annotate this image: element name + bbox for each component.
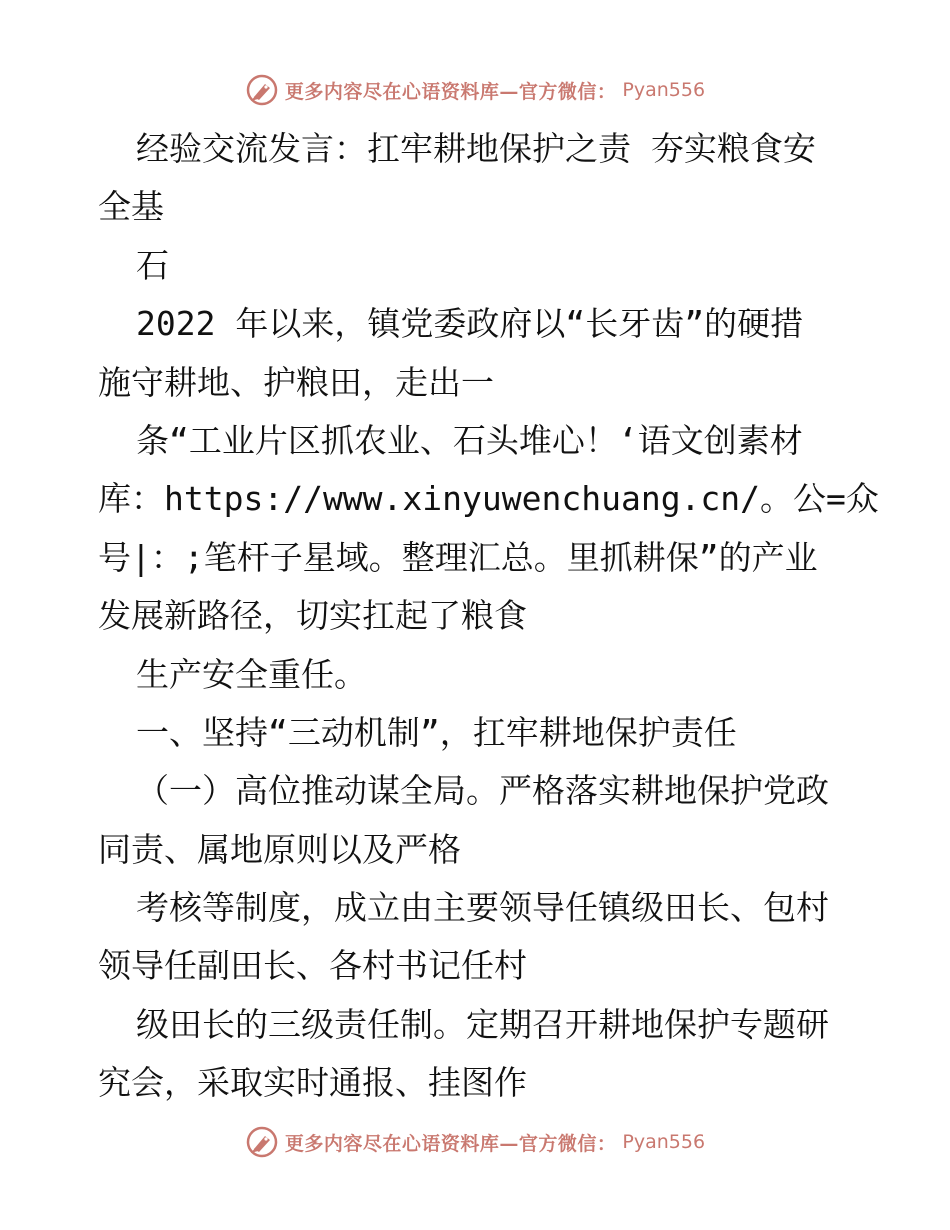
text-line: 库：https://www.xinyuwenchuang.cn/。公=众 xyxy=(98,479,879,519)
document-body xyxy=(98,120,879,1113)
text-line: 条“工业片区抓农业、石头堆心！‘语文创素材 xyxy=(136,420,803,460)
text-line: 级田长的三级责任制。定期召开耕地保护专题研 xyxy=(136,1004,829,1044)
text-line: 发展新路径，切实扛起了粮食 xyxy=(98,596,527,636)
watermark-banner-bottom xyxy=(0,1122,950,1162)
text-line: 同责、属地原则以及严格 xyxy=(98,829,461,869)
text-line: （一）高位推动谋全局。严格落实耕地保护党政 xyxy=(136,771,829,811)
text-line: 施守耕地、护粮田，走出一 xyxy=(98,362,494,402)
watermark-contact: Pyan556 xyxy=(622,79,706,101)
pen-nib-logo-icon xyxy=(245,1125,279,1159)
watermark-contact: Pyan556 xyxy=(622,1131,706,1153)
text-line: 全基 xyxy=(98,187,164,227)
watermark-text: 更多内容尽在心语资料库—官方微信： xyxy=(284,80,617,103)
text-line: 领导任副田长、各村书记任村 xyxy=(98,946,527,986)
text-line: 考核等制度，成立由主要领导任镇级田长、包村 xyxy=(136,888,829,928)
text-line: 经验交流发言：扛牢耕地保护之责 夯实粮食安 xyxy=(136,129,816,168)
watermark-text: 更多内容尽在心语资料库—官方微信： xyxy=(284,1132,617,1155)
text-line: 号|：;笔杆子星域。整理汇总。里抓耕保”的产业 xyxy=(98,537,818,577)
text-line: 究会，采取实时通报、挂图作 xyxy=(98,1063,527,1103)
section-heading: 一、坚持“三动机制”，扛牢耕地保护责任 xyxy=(136,712,737,752)
text-line: 石 xyxy=(136,245,169,285)
pen-nib-logo-icon xyxy=(245,73,279,107)
text-line: 2022 年以来，镇党委政府以“长牙齿”的硬措 xyxy=(136,304,804,344)
watermark-banner-top xyxy=(0,70,950,110)
text-line: 生产安全重任。 xyxy=(136,654,367,694)
